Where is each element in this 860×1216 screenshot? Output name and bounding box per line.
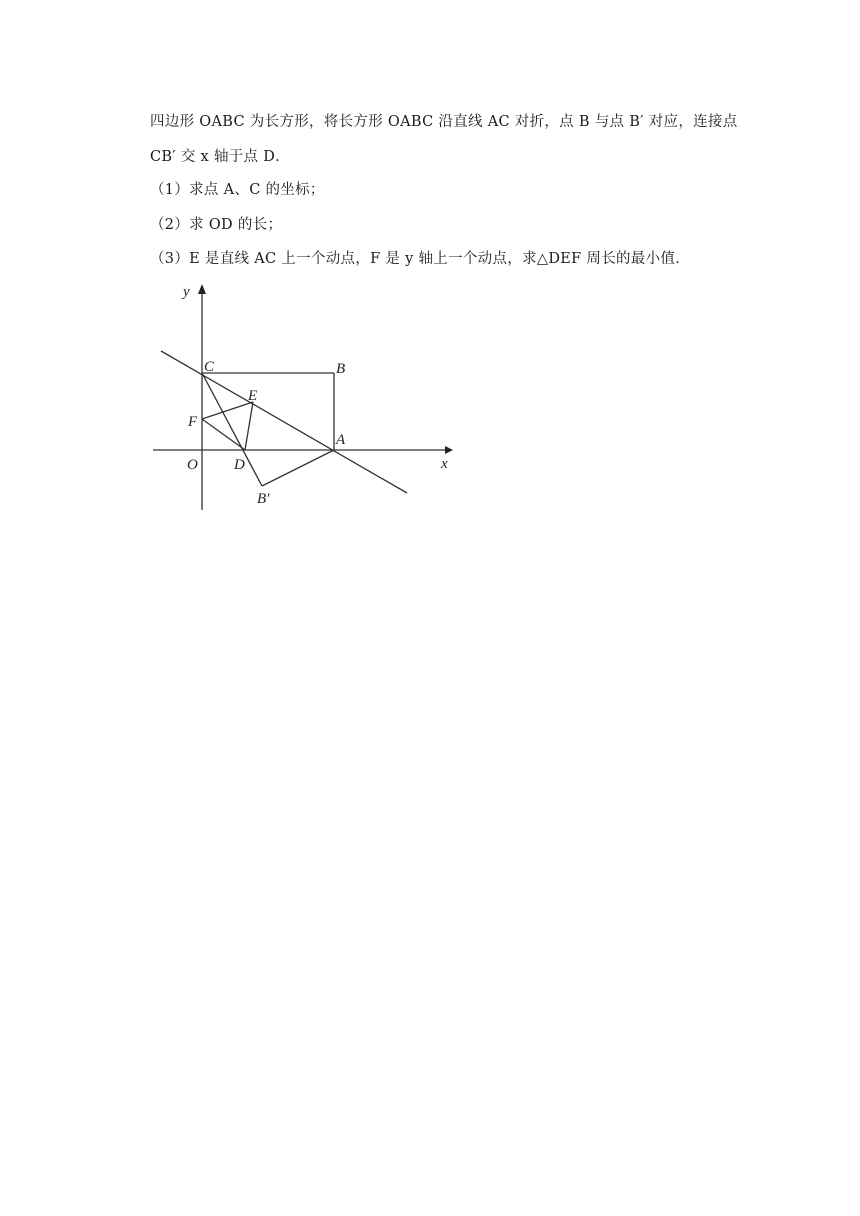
question-2: （2）求 OD 的长； — [150, 217, 283, 233]
label-B-prime: B′ — [257, 491, 270, 507]
label-B: B — [336, 361, 346, 377]
problem-statement-line-2: CB′ 交 x 轴于点 D． — [150, 149, 290, 165]
label-F: F — [188, 414, 198, 430]
x-axis-arrow — [445, 446, 453, 454]
line-AC — [161, 351, 407, 493]
segment-B-prime-A — [262, 450, 334, 486]
geometry-figure — [145, 278, 465, 518]
segment-EF — [202, 402, 253, 419]
question-3: （3）E 是直线 AC 上一个动点，F 是 y 轴上一个动点，求△DEF 周长的最小值． — [150, 251, 691, 267]
label-y: y — [183, 284, 190, 300]
label-C: C — [204, 359, 215, 375]
label-E: E — [248, 388, 258, 404]
segment-FD — [202, 419, 245, 450]
question-1: （1）求点 A、C 的坐标； — [150, 182, 325, 198]
label-D: D — [234, 457, 245, 473]
y-axis-arrow — [198, 284, 206, 294]
segment-DE — [245, 402, 253, 450]
problem-statement-line-1: 四边形 OABC 为长方形，将长方形 OABC 沿直线 AC 对折，点 B 与点 B′ 对应，连接点 — [150, 114, 738, 130]
label-O: O — [187, 457, 198, 473]
label-x: x — [441, 456, 448, 472]
label-A: A — [336, 432, 346, 448]
